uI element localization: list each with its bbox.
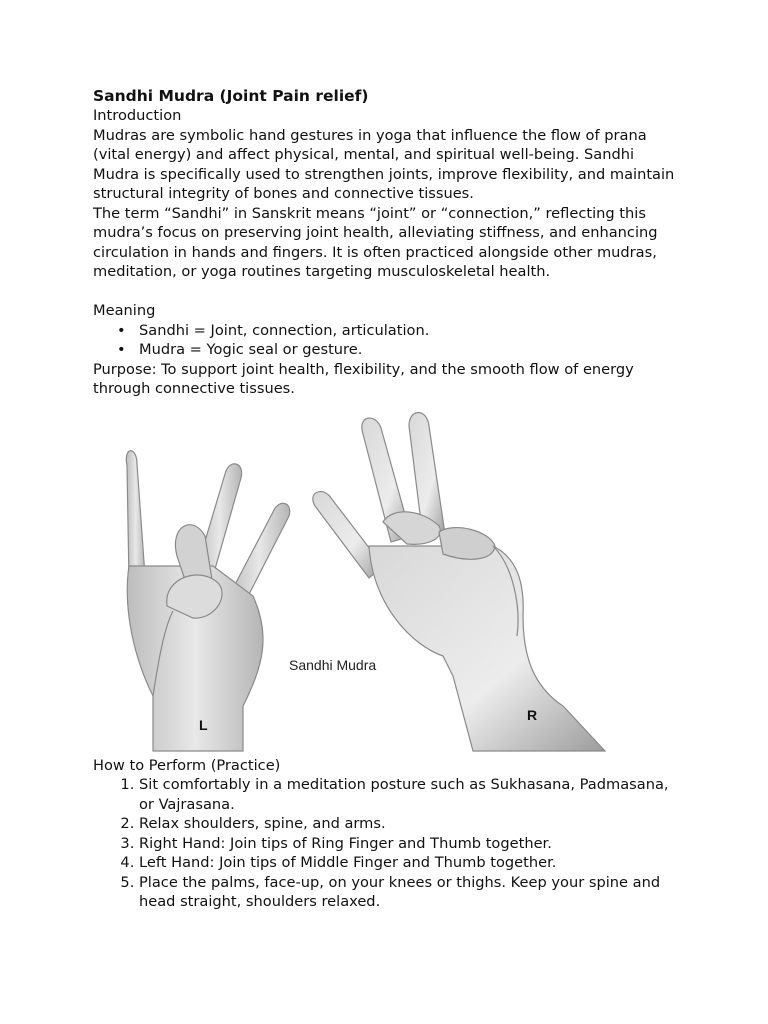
document-title: Sandhi Mudra (Joint Pain relief) — [93, 87, 369, 105]
how-heading: How to Perform (Practice) — [93, 756, 281, 774]
step-item: 2. Relax shoulders, spine, and arms. — [139, 814, 683, 834]
meaning-heading: Meaning — [93, 302, 156, 319]
step-item: 4. Left Hand: Join tips of Middle Finger and Thumb together. — [139, 853, 683, 873]
step-item: 1. Sit comfortably in a meditation posture such as Sukhasana, Padmasana, or Vajrasana. — [139, 775, 683, 814]
step-item: 3. Right Hand: Join tips of Ring Finger and Thumb together. — [139, 834, 683, 854]
right-hand-label: R — [527, 706, 538, 723]
steps-list — [93, 775, 683, 912]
intro-paragraph-2: The term “Sandhi” in Sanskrit means “joint” or “connection,” reflecting this mudra’s focus on preserving joint health, alleviating stiffness, and enhancing circulation in hands and fingers. It is often practiced alongside other mudras, meditation, or yoga routines targeting musculoskeletal health. — [93, 204, 658, 280]
step-item: 5. Place the palms, face-up, on your knees or thighs. Keep your spine and head straight, shoulders relaxed. — [139, 873, 683, 912]
document-page — [93, 86, 683, 912]
left-hand-label: L — [199, 716, 208, 733]
intro-heading: Introduction — [93, 107, 182, 124]
meaning-item: • Mudra = Yogic seal or gesture. — [139, 340, 683, 360]
purpose-text: Purpose: To support joint health, flexibility, and the smooth flow of energy through connective tissues. — [93, 360, 634, 397]
left-hand — [126, 450, 289, 750]
blank-line — [93, 282, 683, 302]
intro-paragraph-1: Mudras are symbolic hand gestures in yoga that influence the flow of prana (vital energy) and affect physical, mental, and spiritual well-being. Sandhi Mudra is specifically used to strengthen joints, improve flexibility, and maintain structural integrity of bones and connective tissues. — [93, 126, 675, 202]
figure-caption: Sandhi Mudra — [289, 656, 377, 673]
meaning-item: • Sandhi = Joint, connection, articulation. — [139, 321, 683, 341]
right-hand — [313, 412, 605, 751]
hands-drawing — [93, 406, 683, 756]
meaning-list — [93, 321, 683, 360]
mudra-illustration — [93, 406, 683, 756]
